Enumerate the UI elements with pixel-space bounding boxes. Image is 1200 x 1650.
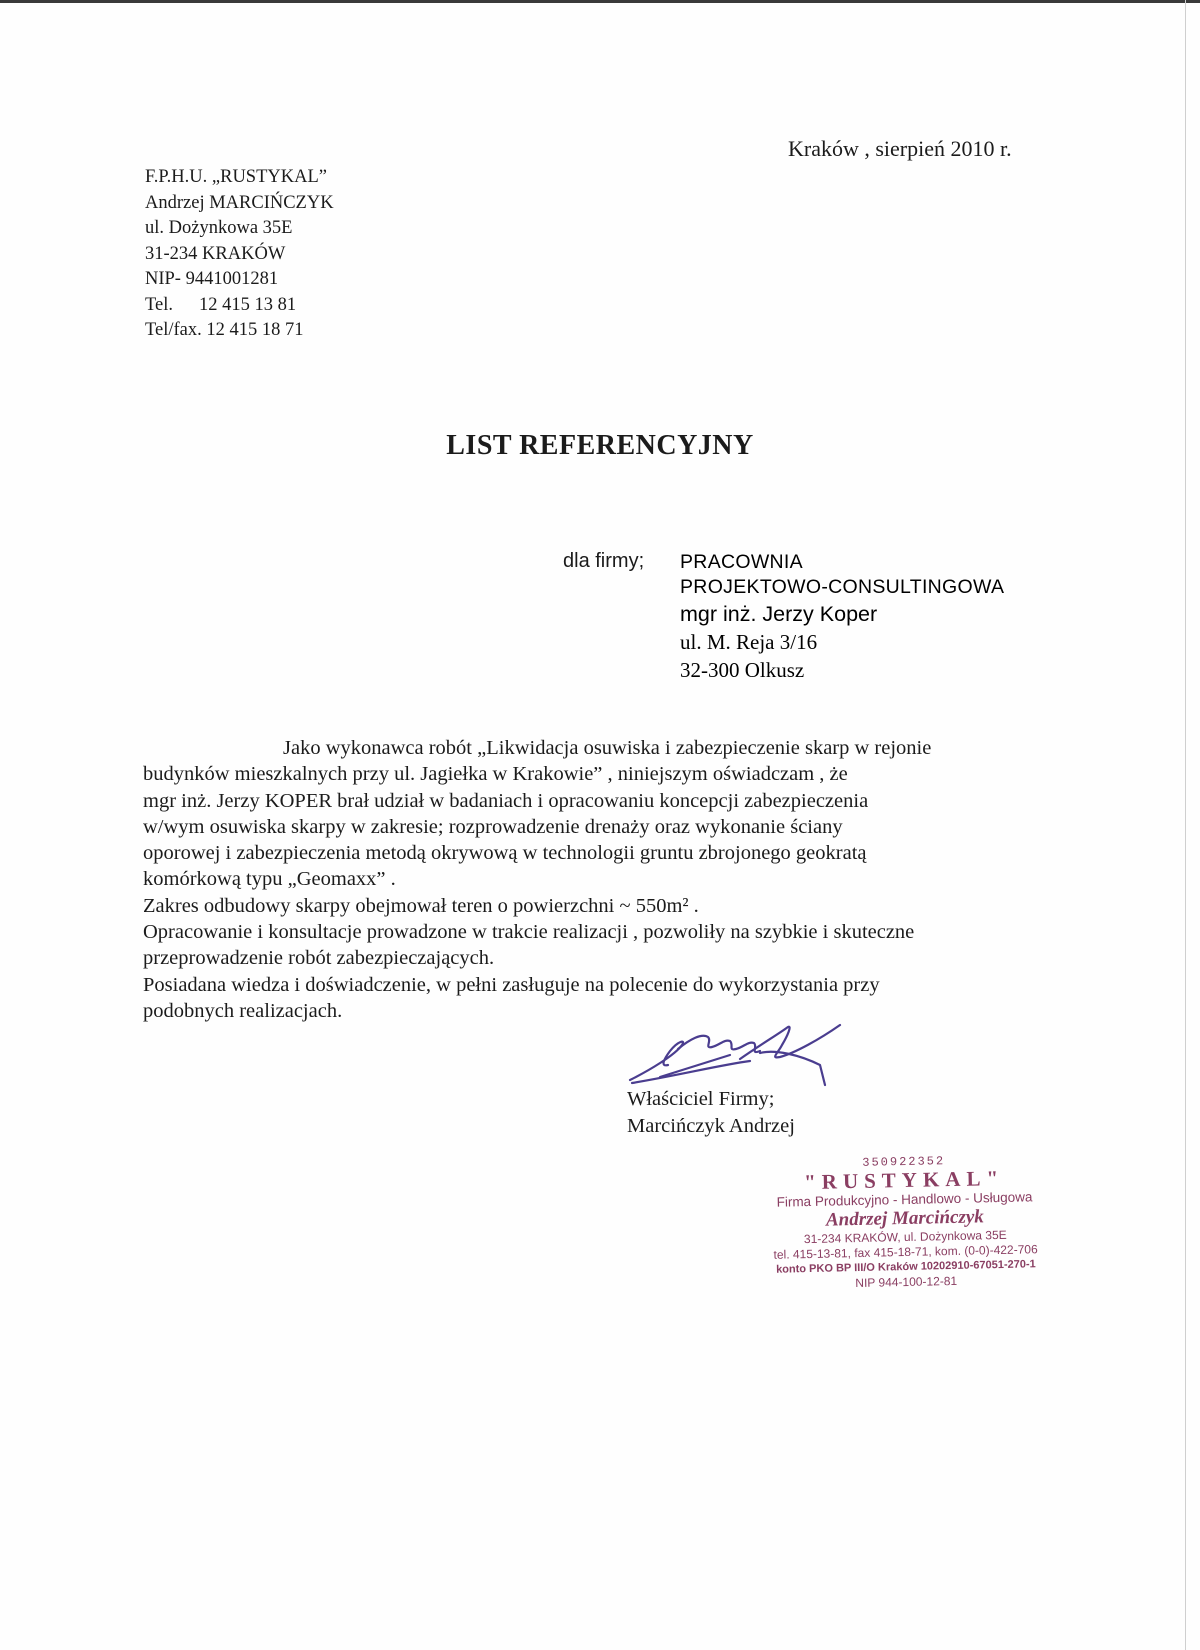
body-line: budynków mieszkalnych przy ul. Jagiełka w Krakowie” , niniejszym oświadczam , że xyxy=(143,763,848,786)
scan-right-edge xyxy=(1185,0,1186,1650)
sender-nip: NIP- 9441001281 xyxy=(145,269,279,289)
sender-city: 31-234 KRAKÓW xyxy=(145,243,286,264)
stamp-phones: tel. 415-13-81, fax 415-18-71, kom. (0-0)-422-706 xyxy=(773,1242,1038,1262)
body-line: Posiadana wiedza i doświadczenie, w pełni zasługuje na polecenie do wykorzystania przy xyxy=(143,973,880,996)
scan-top-edge xyxy=(0,0,1200,3)
sender-telfax: Tel/fax. 12 415 18 71 xyxy=(145,320,304,340)
stamp-number: 350922352 xyxy=(862,1154,946,1170)
letter-body xyxy=(143,735,1023,1024)
stamp-nip: NIP 944-100-12-81 xyxy=(855,1273,958,1291)
letter-title: LIST REFERENCYJNY xyxy=(446,430,754,461)
body-line: Opracowanie i konsultacje prowadzone w trakcie realizacji , pozwoliły na szybkie i skuteczne xyxy=(143,921,915,944)
sender-owner: Andrzej MARCIŃCZYK xyxy=(145,192,334,213)
body-line: w/wym osuwiska skarpy w zakresie; rozprowadzenie drenaży oraz wykonanie ściany xyxy=(143,815,843,838)
stamp-account: konto PKO BP III/O Kraków 10202910-67051-270-1 xyxy=(776,1258,1036,1276)
recipient-line-3: mgr inż. Jerzy Koper xyxy=(680,602,878,626)
body-line: przeprowadzenie robót zabezpieczających. xyxy=(143,947,495,970)
sender-street: ul. Dożynkowa 35E xyxy=(145,218,293,238)
stamp-company-name: "RUSTYKAL" xyxy=(803,1165,1005,1195)
recipient-line-2: PROJEKTOWO-CONSULTINGOWA xyxy=(680,576,1005,598)
sender-tel-number: 12 415 13 81 xyxy=(199,294,297,315)
recipient-line-5: 32-300 Olkusz xyxy=(680,658,805,682)
sender-company: F.P.H.U. „RUSTYKAL” xyxy=(145,167,327,187)
recipient-block xyxy=(680,550,1004,684)
sender-tel xyxy=(145,293,334,319)
body-line: Jako wykonawca robót „Likwidacja osuwiska i zabezpieczenie skarp w rejonie xyxy=(283,737,932,759)
signatory-role: Właściciel Firmy; xyxy=(627,1088,775,1110)
signatory-name: Marcińczyk Andrzej xyxy=(627,1115,795,1137)
stamp-address: 31-234 KRAKÓW, ul. Dożynkowa 35E xyxy=(803,1227,1007,1247)
signatory-block xyxy=(627,1086,795,1140)
letter-date: Kraków , sierpień 2010 r. xyxy=(788,136,1012,161)
body-line: mgr inż. Jerzy KOPER brał udział w badaniach i opracowaniu koncepcji zabezpieczenia xyxy=(143,789,869,812)
stamp-owner: Andrzej Marcińczyk xyxy=(825,1206,985,1231)
recipient-line-4: ul. M. Reja 3/16 xyxy=(680,630,818,654)
company-stamp xyxy=(744,1152,1067,1294)
stamp-description: Firma Produkcyjno - Handlowo - Usługowa xyxy=(776,1189,1033,1210)
recipient-label: dla firmy; xyxy=(563,550,645,572)
recipient-line-1: PRACOWNIA xyxy=(680,551,803,573)
sender-tel-label: Tel. xyxy=(145,294,173,315)
body-line: oporowej i zabezpieczenia metodą okrywową w technologii gruntu zbrojonego geokratą xyxy=(143,842,867,865)
body-line: podobnych realizacjach. xyxy=(143,999,343,1022)
body-line: Zakres odbudowy skarpy obejmował teren o powierzchni ~ 550m² . xyxy=(143,894,699,917)
body-line: komórkową typu „Geomaxx” . xyxy=(143,868,396,891)
sender-block xyxy=(145,165,334,344)
handwritten-signature xyxy=(620,1015,930,1090)
